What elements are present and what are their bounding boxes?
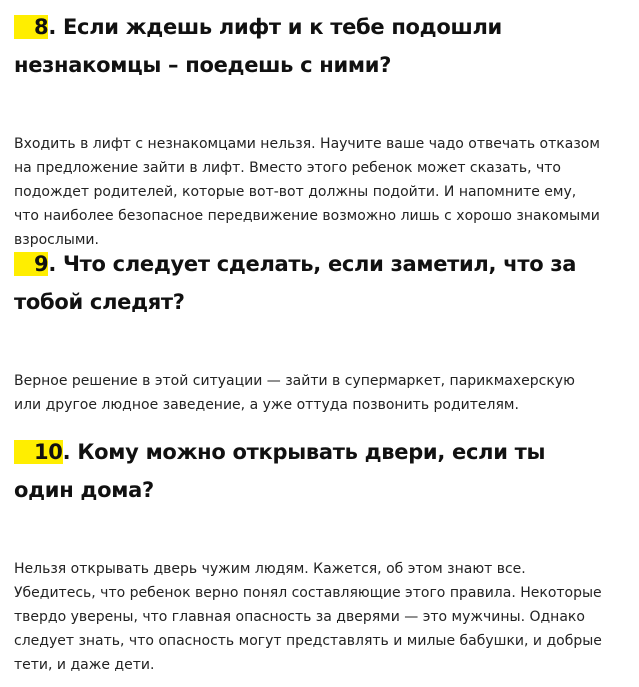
answer-paragraph-9: Верное решение в этой ситуации — зайти в супермаркет, парикмахерскую или другое людное заведение, а уже оттуда позвонить родителям. [14,373,575,413]
answer-paragraph-10: Нельзя открывать дверь чужим людям. Кажется, об этом знают все. Убедитесь, что ребенок верно понял составляющие этого правила. Некоторые твердо уверены, что главная опасность за дверями — это мужчины. Однако следует знать, что опасность могут представлять и милые бабушки, и добрые тети, и даже дети. [14,561,602,673]
question-number-10: 10 [14,440,63,464]
question-text-8: . Если ждешь лифт и к тебе подошли незнакомцы – поедешь с ними? [14,15,502,77]
question-text-10: . Кому можно открывать двери, если ты один дома? [14,440,546,502]
question-text-9: . Что следует сделать, если заметил, что за тобой следят? [14,252,577,314]
question-number-8: 8 [14,15,48,39]
question-heading-10 [14,433,604,509]
answer-paragraph-8: Входить в лифт с незнакомцами нельзя. Научите ваше чадо отвечать отказом на предложение зайти в лифт. Вместо этого ребенок может сказать, что подождет родителей, которые вот-вот должны подойти. И напомните ему, что наиболее безопасное передвижение возможно лишь с хорошо знакомыми взрослыми. [14,136,600,248]
question-heading-9 [14,245,604,321]
question-heading-8 [14,8,604,84]
question-number-9: 9 [14,252,48,276]
